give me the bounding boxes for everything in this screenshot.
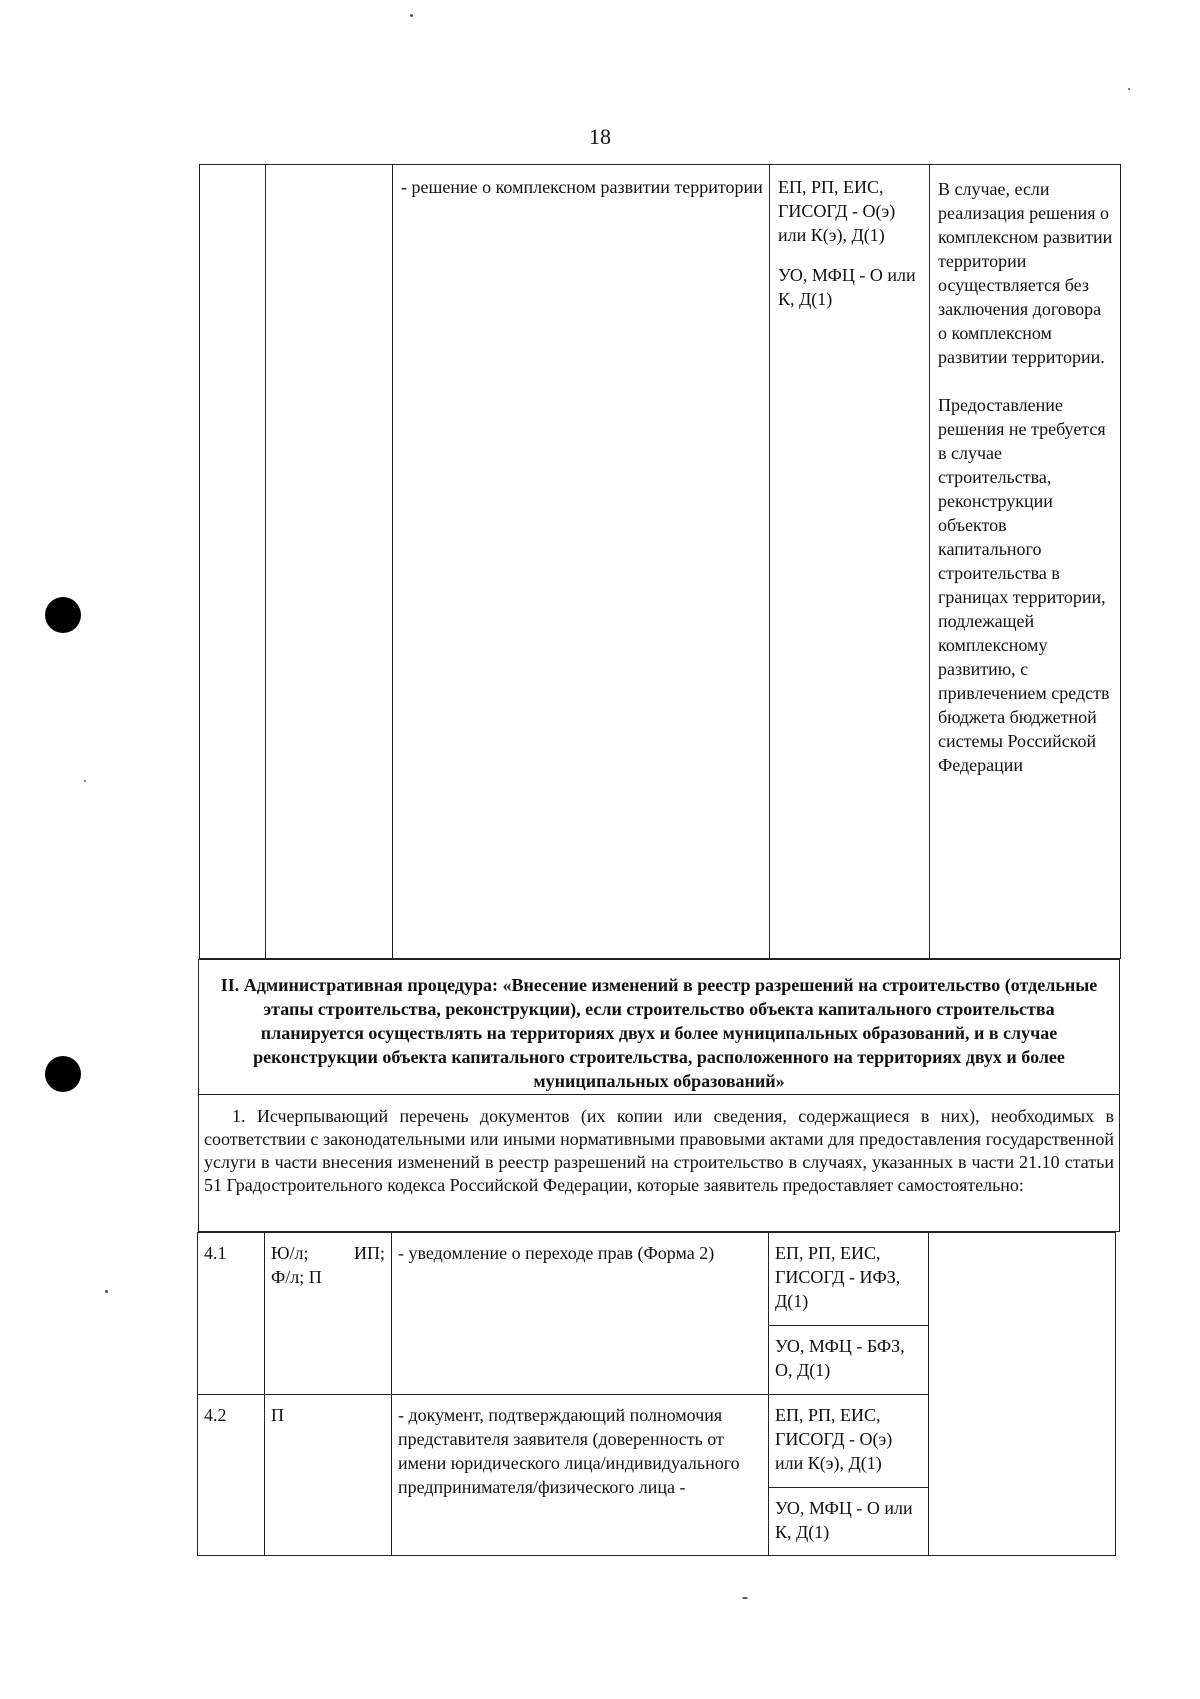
channels-cell (769, 1395, 929, 1556)
channels-electronic: ЕП, РП, ЕИС, ГИСОГД - ИФЗ, Д(1) (775, 1243, 901, 1311)
scan-speck (742, 1597, 748, 1599)
applicant-cell (266, 165, 393, 959)
applicant-type: ИП; (354, 1243, 385, 1263)
channels-in-person: УО, МФЦ - О или К, Д(1) (778, 265, 916, 309)
punch-hole (45, 597, 81, 633)
document-cell: - решение о комплексном развитии территории (393, 165, 770, 959)
page-number: 18 (589, 124, 611, 149)
scan-speck (84, 780, 86, 782)
channels-in-person: УО, МФЦ - БФЗ, О, Д(1) (769, 1325, 928, 1388)
applicant-cell: П (265, 1395, 392, 1556)
punch-hole (45, 1056, 81, 1092)
row-number: 4.1 (198, 1233, 265, 1395)
section-intro: 1. Исчерпывающий перечень документов (их копии или сведения, содержащиеся в них), необходимых в соответствии с законодательными или иными нормативными правовыми актами для предоставления государственной услуги в части внесения изменений в реестр разрешений на строительство в случаях, указанных в части 21.10 статьи 51 Градостроительного кодекса Российской Федерации, которые заявитель предоставляет самостоятельно: (198, 1095, 1120, 1232)
table-row (198, 1233, 1116, 1395)
documents-table (197, 1232, 1116, 1556)
note-text: Предоставление решения не требуется в случае строительства, реконструкции объектов капитального строительства в границах территории, подлежащей комплексному развитию, с привлечением средств бюджета бюджетной системы Российской Федерации (938, 395, 1110, 775)
applicant-cell (265, 1233, 392, 1395)
note-text: В случае, если реализация решения о комплексном развитии территории осуществляется без заключения договора о комплексном развитии территории. (938, 179, 1113, 367)
scan-speck (105, 1290, 108, 1293)
note-cell (930, 165, 1121, 959)
document-cell: - уведомление о переходе прав (Форма 2) (392, 1233, 769, 1395)
channels-electronic: ЕП, РП, ЕИС, ГИСОГД - О(э) или К(э), Д(1) (775, 1405, 893, 1473)
number-cell (200, 165, 266, 959)
section-heading: II. Административная процедура: «Внесение изменений в реестр разрешений на строительство (отдельные этапы строительства, реконструкции), если строительство объекта капитального строительства планируется осуществлять на территориях двух и более муниципальных образований, и в случае реконструкции объекта капитального строительства, расположенного на территориях двух и более муниципальных образований» (198, 959, 1120, 1095)
continued-table (199, 164, 1121, 959)
channels-in-person: УО, МФЦ - О или К, Д(1) (769, 1487, 928, 1550)
applicant-type: Ф/л; П (271, 1267, 322, 1287)
document-cell: - документ, подтверждающий полномочия представителя заявителя (доверенность от имени юридического лица/индивидуального предпринимателя/физического лица - (392, 1395, 769, 1556)
channels-cell (770, 165, 930, 959)
note-cell (929, 1233, 1116, 1556)
scan-speck (410, 14, 413, 17)
row-number: 4.2 (198, 1395, 265, 1556)
channels-electronic: ЕП, РП, ЕИС, ГИСОГД - О(э) или К(э), Д(1) (778, 177, 896, 245)
scan-speck (1128, 88, 1130, 90)
channels-cell (769, 1233, 929, 1395)
applicant-type: Ю/л; (271, 1243, 309, 1263)
table-row (200, 165, 1121, 959)
